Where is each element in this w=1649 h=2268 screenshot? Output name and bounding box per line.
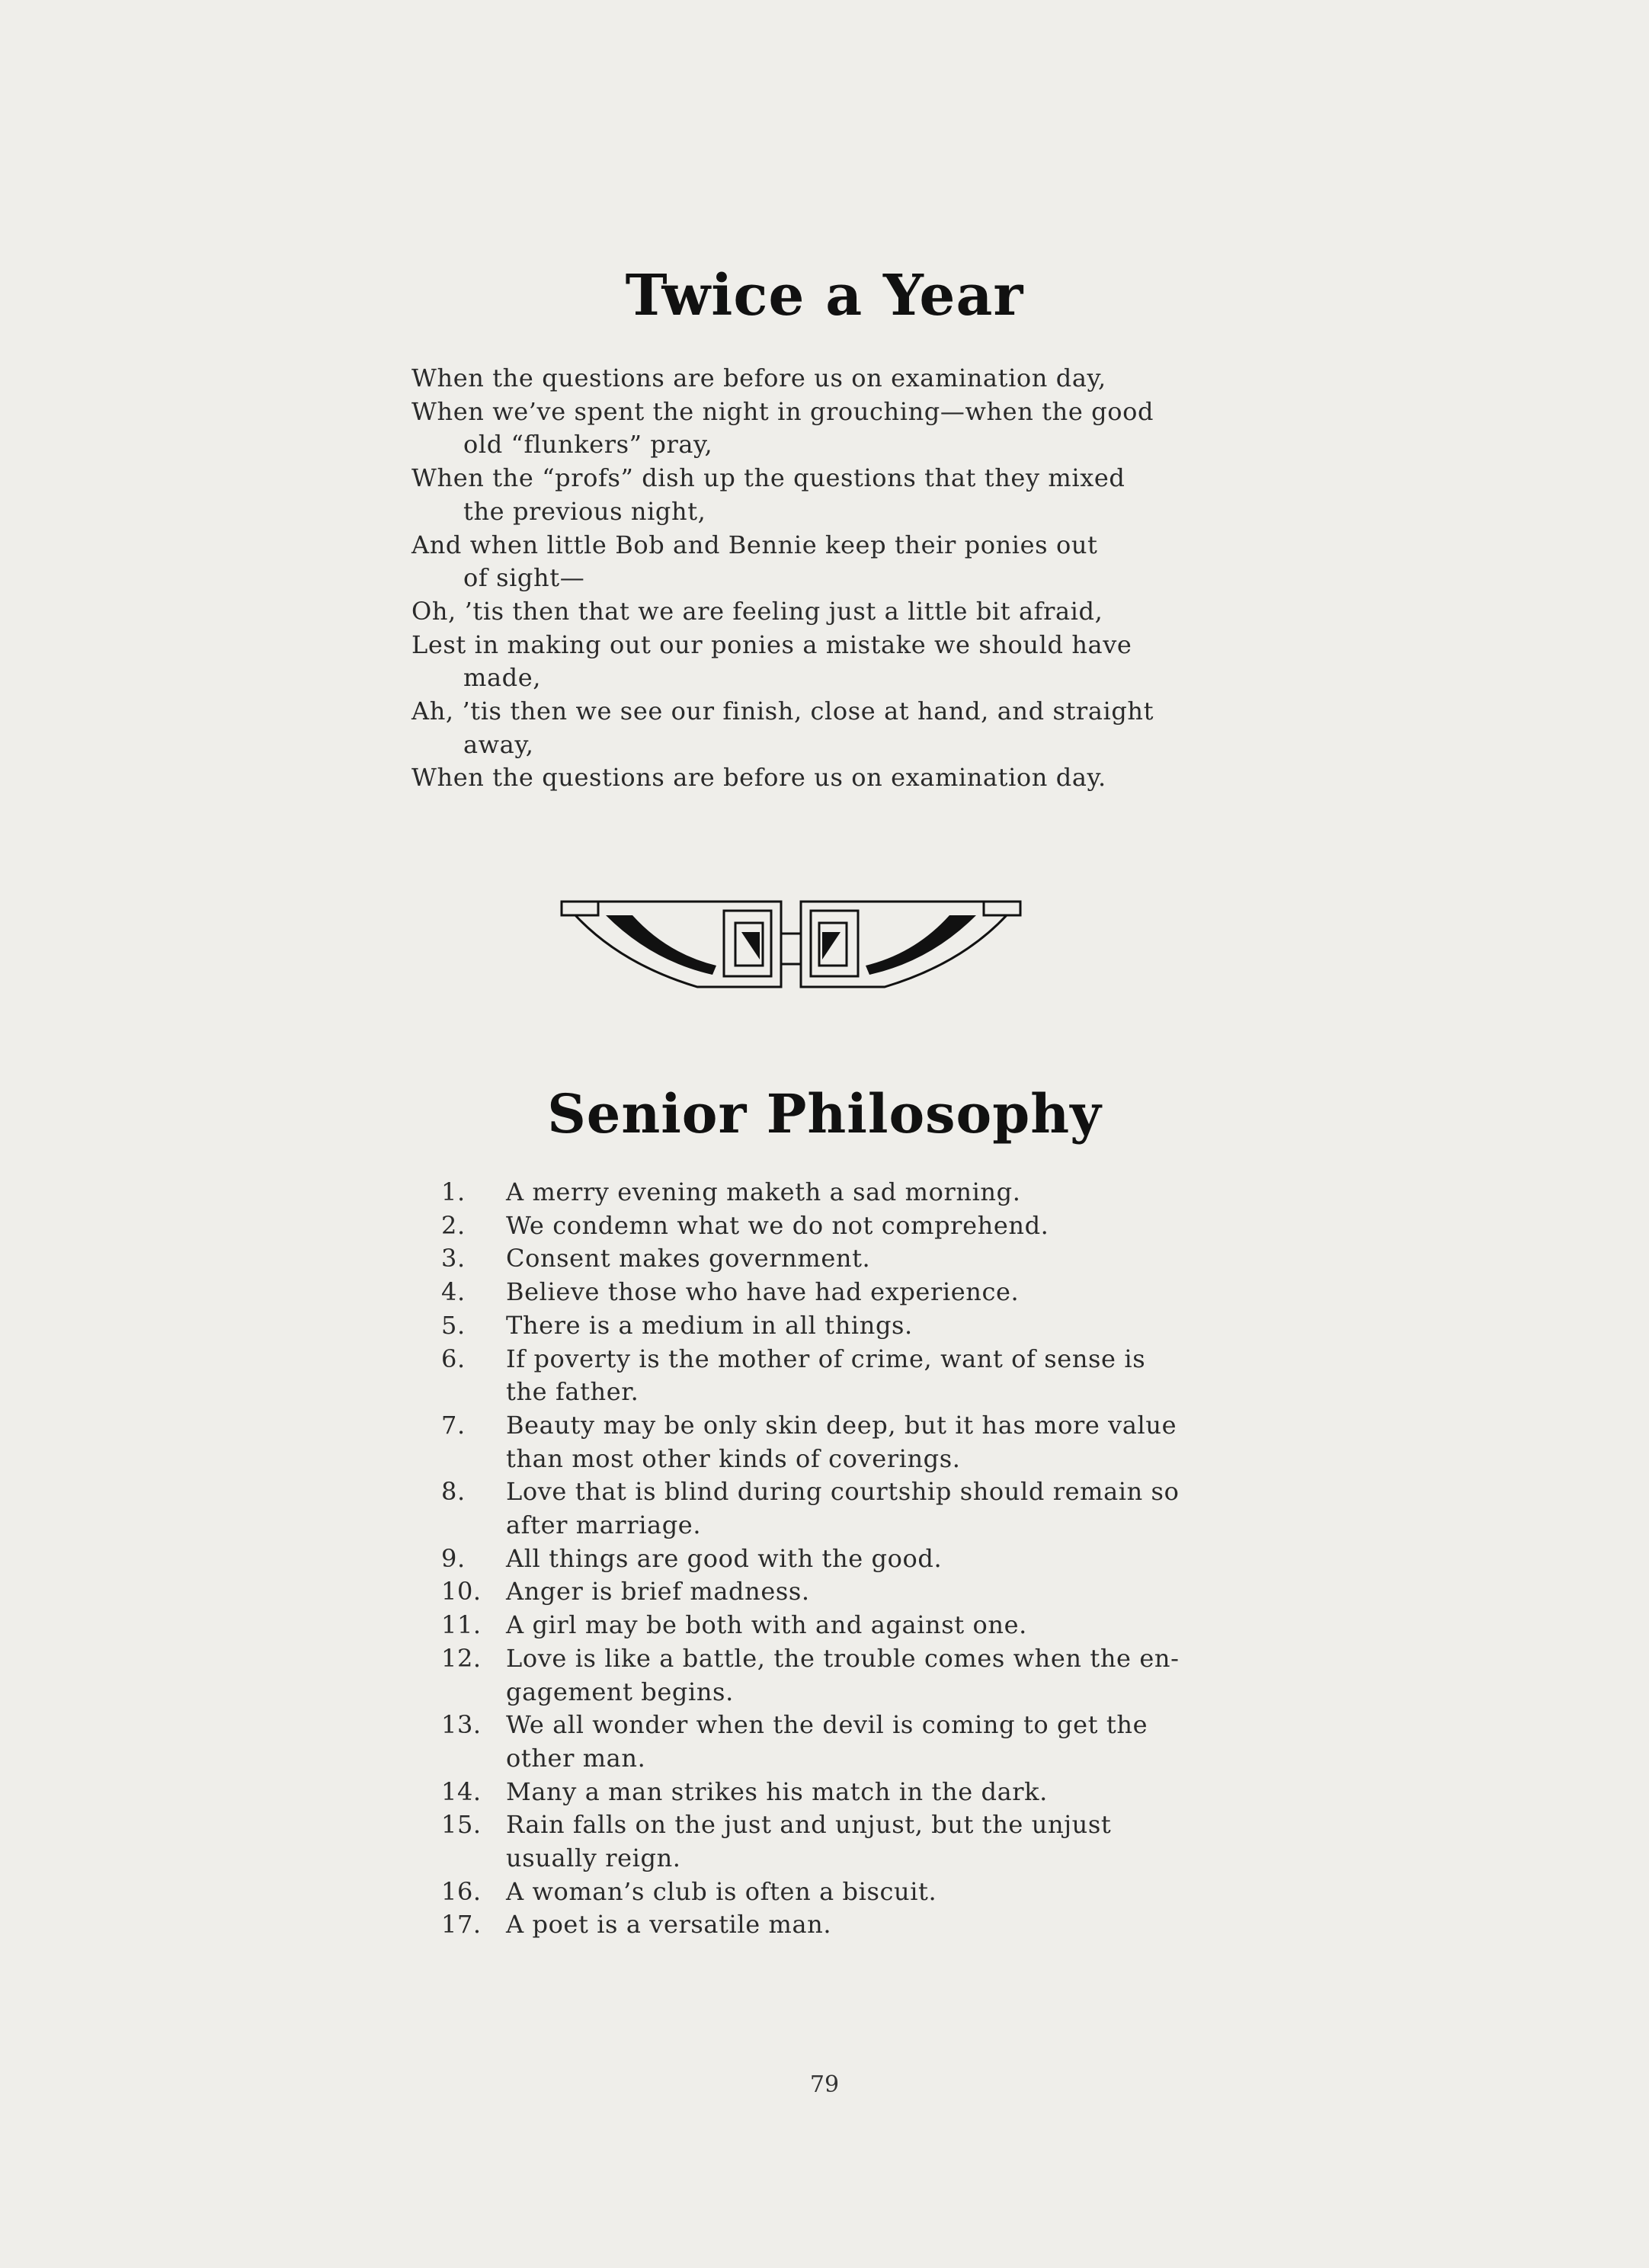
philosophy-title: Senior Philosophy <box>547 1082 1102 1145</box>
item-number: 11. <box>441 1610 482 1640</box>
item-number: 10. <box>441 1577 482 1606</box>
list-item <box>411 1709 1189 1775</box>
item-number: 3. <box>441 1244 466 1273</box>
item-text-line: Rain falls on the just and unjust, but the unjust <box>506 1810 1112 1840</box>
item-number: 14. <box>441 1776 482 1806</box>
poem-line: When the questions are before us on examination day. <box>411 763 1106 793</box>
item-number: 12. <box>441 1643 482 1673</box>
list-item <box>411 1343 1189 1409</box>
list-item <box>411 1908 1189 1942</box>
list-item <box>411 1276 1189 1309</box>
item-text-line: usually reign. <box>506 1844 681 1873</box>
poem-line: away, <box>463 729 534 759</box>
poem-line: Lest in making out our ponies a mistake we should have <box>411 629 1132 659</box>
list-item <box>411 1876 1189 1909</box>
item-text-line: If poverty is the mother of crime, want of sense is <box>506 1344 1146 1373</box>
item-text-line: Love that is blind during courtship should remain so <box>506 1477 1180 1507</box>
item-number: 17. <box>441 1910 482 1940</box>
item-text-line: We condemn what we do not comprehend. <box>506 1210 1049 1240</box>
item-number: 5. <box>441 1310 466 1340</box>
philosophy-list <box>411 1176 1189 1942</box>
item-number: 1. <box>441 1177 466 1206</box>
poem-line: old “flunkers” pray, <box>463 430 713 460</box>
list-item <box>411 1309 1189 1343</box>
item-text-line: Beauty may be only skin deep, but it has more value <box>506 1410 1177 1440</box>
poem-line: When the “profs” dish up the questions that they mixed <box>411 463 1125 493</box>
item-text-line: other man. <box>506 1743 646 1773</box>
poem-body <box>411 362 1181 795</box>
list-item <box>411 1542 1189 1576</box>
list-item <box>411 1776 1189 1809</box>
item-number: 4. <box>441 1277 466 1307</box>
poem-line: of sight— <box>463 563 585 593</box>
item-text-line: gagement begins. <box>506 1677 734 1706</box>
item-text-line: We all wonder when the devil is coming to get the <box>506 1710 1148 1740</box>
poem-line: When the questions are before us on examination day, <box>411 364 1106 392</box>
item-text-line: A merry evening maketh a sad morning. <box>506 1177 1021 1206</box>
item-number: 15. <box>441 1810 482 1840</box>
list-item <box>411 1808 1189 1875</box>
list-item <box>411 1242 1189 1276</box>
item-text-line: Many a man strikes his match in the dark. <box>506 1776 1048 1806</box>
item-text-line: Consent makes government. <box>506 1244 871 1273</box>
item-text-line: There is a medium in all things. <box>506 1310 913 1340</box>
list-item <box>411 1642 1189 1709</box>
item-text-line: Love is like a battle, the trouble comes when the en- <box>506 1643 1180 1673</box>
item-text-line: the father. <box>506 1377 639 1407</box>
item-number: 9. <box>441 1543 466 1573</box>
item-text-line: A girl may be both with and against one. <box>506 1610 1027 1640</box>
poem-line: the previous night, <box>463 496 706 526</box>
item-number: 2. <box>441 1210 466 1240</box>
item-text-line: than most other kinds of coverings. <box>506 1443 961 1473</box>
item-text-line: after marriage. <box>506 1510 702 1540</box>
poem-line: And when little Bob and Bennie keep their ponies out <box>411 530 1098 559</box>
item-number: 6. <box>441 1344 466 1373</box>
item-text-line: A poet is a versatile man. <box>506 1910 832 1940</box>
ornament-divider <box>560 895 1022 991</box>
list-item <box>411 1475 1189 1542</box>
item-text-line: Believe those who have had experience. <box>506 1277 1020 1307</box>
poem-line: When we’ve spent the night in grouching—when the good <box>411 396 1154 426</box>
poem-title: Twice a Year <box>625 263 1024 328</box>
item-number: 8. <box>441 1477 466 1507</box>
poem-line: made, <box>463 663 542 693</box>
poem-line: Ah, ’tis then we see our finish, close at hand, and straight <box>411 697 1154 726</box>
page-number: 79 <box>809 2071 840 2098</box>
item-number: 13. <box>441 1710 482 1740</box>
item-text-line: A woman’s club is often a biscuit. <box>506 1876 937 1906</box>
item-text-line: All things are good with the good. <box>506 1543 943 1573</box>
list-item <box>411 1176 1189 1209</box>
list-item <box>411 1409 1189 1475</box>
list-item <box>411 1609 1189 1642</box>
list-item <box>411 1575 1189 1609</box>
item-number: 7. <box>441 1410 466 1440</box>
list-item <box>411 1209 1189 1243</box>
poem-line: Oh, ’tis then that we are feeling just a little bit afraid, <box>411 596 1103 626</box>
item-text-line: Anger is brief madness. <box>506 1577 810 1606</box>
item-number: 16. <box>441 1876 482 1906</box>
